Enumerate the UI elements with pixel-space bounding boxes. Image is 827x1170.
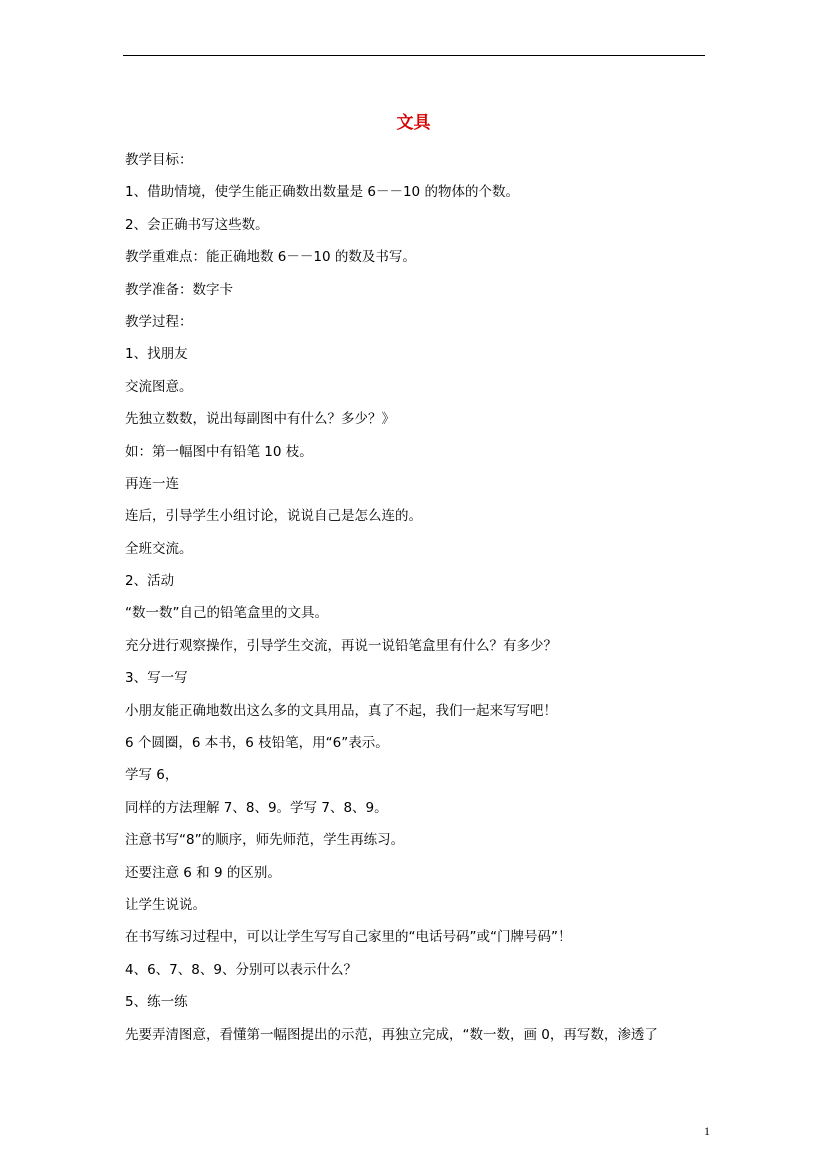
body-line: 交流图意。: [125, 378, 193, 395]
body-line: 学写 6，: [125, 767, 179, 784]
body-line: 教学目标：: [125, 152, 193, 168]
body-line: 教学准备：数字卡: [125, 281, 233, 298]
body-line: “数一数”自己的铅笔盒里的文具。: [125, 605, 328, 622]
body-line: 5、练一练: [125, 994, 188, 1011]
document-body: [125, 150, 710, 1057]
body-line: 4、6、7、8、9、分别可以表示什么？: [125, 961, 357, 978]
body-line: 再连一连: [125, 475, 179, 492]
body-line: 充分进行观察操作，引导学生交流，再说一说铅笔盒里有什么？有多少？: [125, 637, 557, 654]
body-line: 还要注意 6 和 9 的区别。: [125, 864, 281, 881]
body-line: 如：第一幅图中有铅笔 10 枝。: [125, 443, 313, 460]
body-line: 2、活动: [125, 573, 175, 590]
body-line: 2、会正确书写这些数。: [125, 216, 269, 233]
body-line: 3、写一写: [125, 670, 188, 687]
body-line: 先要弄清图意，看懂第一幅图提出的示范，再独立完成，“数一数，画 0，再写数，渗透了: [125, 1026, 658, 1043]
body-line: 教学重难点：能正确地数 6－－10 的数及书写。: [125, 249, 416, 266]
body-line: 连后，引导学生小组讨论，说说自己是怎么连的。: [125, 508, 422, 525]
header-rule: [123, 55, 705, 56]
body-line: 小朋友能正确地数出这么多的文具用品，真了不起，我们一起来写写吧！: [125, 702, 557, 719]
body-line: 1、借助情境，使学生能正确数出数量是 6－－10 的物体的个数。: [125, 184, 519, 201]
body-line: 在书写练习过程中，可以让学生写写自己家里的“电话号码”或“门牌号码”！: [125, 929, 572, 946]
document-title: 文具: [396, 113, 431, 133]
body-line: 6 个圆圈，6 本书，6 枝铅笔，用“6”表示。: [125, 735, 389, 752]
body-line: 教学过程：: [125, 313, 193, 330]
body-line: 注意书写“8”的顺序，师先师范，学生再练习。: [125, 832, 405, 849]
body-line: 让学生说说。: [125, 896, 206, 913]
body-line: 1、找朋友: [125, 346, 188, 363]
body-line: 同样的方法理解 7、8、9。学写 7、8、9。: [125, 799, 388, 816]
body-line: 先独立数数，说出每副图中有什么？多少？》: [125, 411, 395, 428]
body-line: 全班交流。: [125, 540, 193, 557]
page-number: 1: [704, 1124, 710, 1138]
